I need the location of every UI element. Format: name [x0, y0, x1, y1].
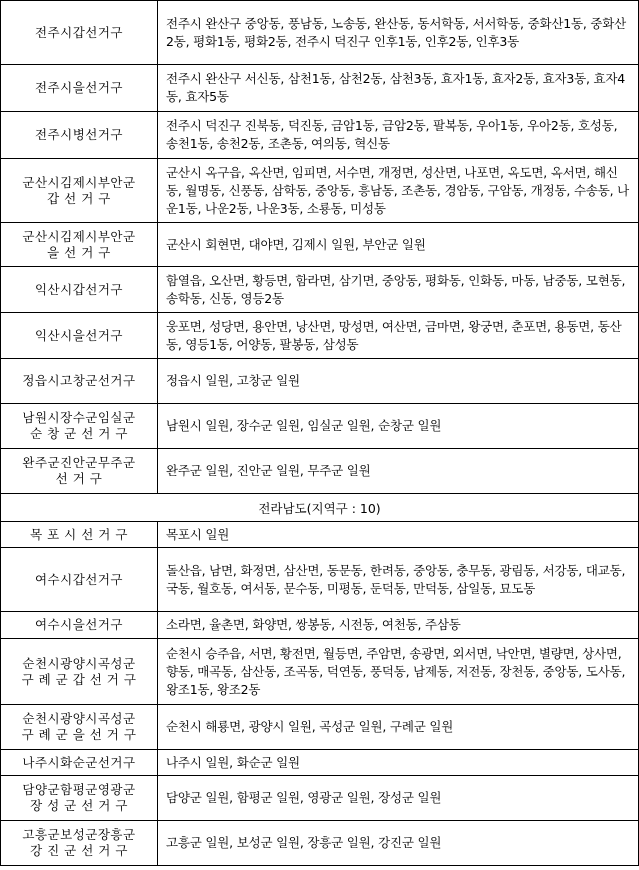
district-name: 여수시갑선거구 [1, 548, 158, 612]
region-header-row [1, 494, 639, 522]
district-name: 전주시을선거구 [1, 65, 158, 112]
district-area: 담양군 일원, 함평군 일원, 영광군 일원, 장성군 일원 [158, 776, 639, 821]
district-name: 순천시광양시곡성군 구 례 군 을 선 거 구 [1, 705, 158, 750]
table-row [1, 750, 639, 776]
table-row [1, 359, 639, 404]
table-row [1, 267, 639, 313]
table-row [1, 705, 639, 750]
district-name: 나주시화순군선거구 [1, 750, 158, 776]
district-area: 나주시 일원, 화순군 일원 [158, 750, 639, 776]
district-area: 함열읍, 오산면, 황등면, 함라면, 삼기면, 중앙동, 평화동, 인화동, 마동, 남중동, 모현동, 송학동, 신동, 영등2동 [158, 267, 639, 313]
table-row [1, 112, 639, 159]
district-name: 완주군진안군무주군 선 거 구 [1, 449, 158, 494]
district-name: 순천시광양시곡성군 구 례 군 갑 선 거 구 [1, 639, 158, 705]
district-area: 정읍시 일원, 고창군 일원 [158, 359, 639, 404]
district-area: 남원시 일원, 장수군 일원, 임실군 일원, 순창군 일원 [158, 404, 639, 449]
district-name: 목 포 시 선 거 구 [1, 522, 158, 548]
table-row [1, 612, 639, 639]
district-area: 군산시 회현면, 대야면, 김제시 일원, 부안군 일원 [158, 223, 639, 267]
table-row [1, 159, 639, 223]
table-row [1, 1, 639, 65]
district-name: 군산시김제시부안군 을 선 거 구 [1, 223, 158, 267]
district-name: 남원시장수군임실군 순 창 군 선 거 구 [1, 404, 158, 449]
table-row [1, 65, 639, 112]
district-name: 군산시김제시부안군 갑 선 거 구 [1, 159, 158, 223]
district-area: 웅포면, 성당면, 용안면, 낭산면, 망성면, 여산면, 금마면, 왕궁면, 춘포면, 용동면, 동산동, 영등1동, 어양동, 팔봉동, 삼성동 [158, 313, 639, 359]
district-area: 목포시 일원 [158, 522, 639, 548]
table-row [1, 223, 639, 267]
district-name: 담양군함평군영광군 장 성 군 선 거 구 [1, 776, 158, 821]
district-area: 고흥군 일원, 보성군 일원, 장흥군 일원, 강진군 일원 [158, 821, 639, 866]
table-row [1, 449, 639, 494]
table-row [1, 639, 639, 705]
district-name: 정읍시고창군선거구 [1, 359, 158, 404]
district-area: 소라면, 율촌면, 화양면, 쌍봉동, 시전동, 여천동, 주삼동 [158, 612, 639, 639]
table-row [1, 548, 639, 612]
district-area: 군산시 옥구읍, 옥산면, 임피면, 서수면, 개정면, 성산면, 나포면, 옥도면, 옥서면, 해신동, 월명동, 신풍동, 삼학동, 중앙동, 흥남동, 조촌동, 경암동, 구암동, 개정동, 수송동, 나운1동, 나운2동, 나운3동, 소룡동, 미성동 [158, 159, 639, 223]
table-row [1, 313, 639, 359]
district-area: 순천시 해룡면, 광양시 일원, 곡성군 일원, 구례군 일원 [158, 705, 639, 750]
district-name: 여수시을선거구 [1, 612, 158, 639]
district-name: 전주시병선거구 [1, 112, 158, 159]
district-area: 완주군 일원, 진안군 일원, 무주군 일원 [158, 449, 639, 494]
region-header: 전라남도(지역구 : 10) [1, 494, 639, 522]
district-area: 돌산읍, 남면, 화정면, 삼산면, 동문동, 한려동, 중앙동, 충무동, 광림동, 서강동, 대교동, 국동, 월호동, 여서동, 문수동, 미평동, 둔덕동, 만덕동, 삼일동, 묘도동 [158, 548, 639, 612]
district-area: 전주시 완산구 중앙동, 풍남동, 노송동, 완산동, 동서학동, 서서학동, 중화산1동, 중화산2동, 평화1동, 평화2동, 전주시 덕진구 인후1동, 인후2동, 인후3동 [158, 1, 639, 65]
district-name: 고흥군보성군장흥군 강 진 군 선 거 구 [1, 821, 158, 866]
table-row [1, 776, 639, 821]
district-name: 익산시갑선거구 [1, 267, 158, 313]
district-area: 전주시 덕진구 진북동, 덕진동, 금암1동, 금암2동, 팔복동, 우아1동, 우아2동, 호성동, 송천1동, 송천2동, 조촌동, 여의동, 혁신동 [158, 112, 639, 159]
district-name: 전주시갑선거구 [1, 1, 158, 65]
table-row [1, 821, 639, 866]
district-name: 익산시을선거구 [1, 313, 158, 359]
district-area: 전주시 완산구 서신동, 삼천1동, 삼천2동, 삼천3동, 효자1동, 효자2동, 효자3동, 효자4동, 효자5동 [158, 65, 639, 112]
table-row [1, 404, 639, 449]
table-row [1, 522, 639, 548]
district-area: 순천시 승주읍, 서면, 황전면, 월등면, 주암면, 송광면, 외서면, 낙안면, 별량면, 상사면, 향동, 매곡동, 삼산동, 조곡동, 덕연동, 풍덕동, 남제동, 저전동, 장천동, 중앙동, 도사동, 왕조1동, 왕조2동 [158, 639, 639, 705]
